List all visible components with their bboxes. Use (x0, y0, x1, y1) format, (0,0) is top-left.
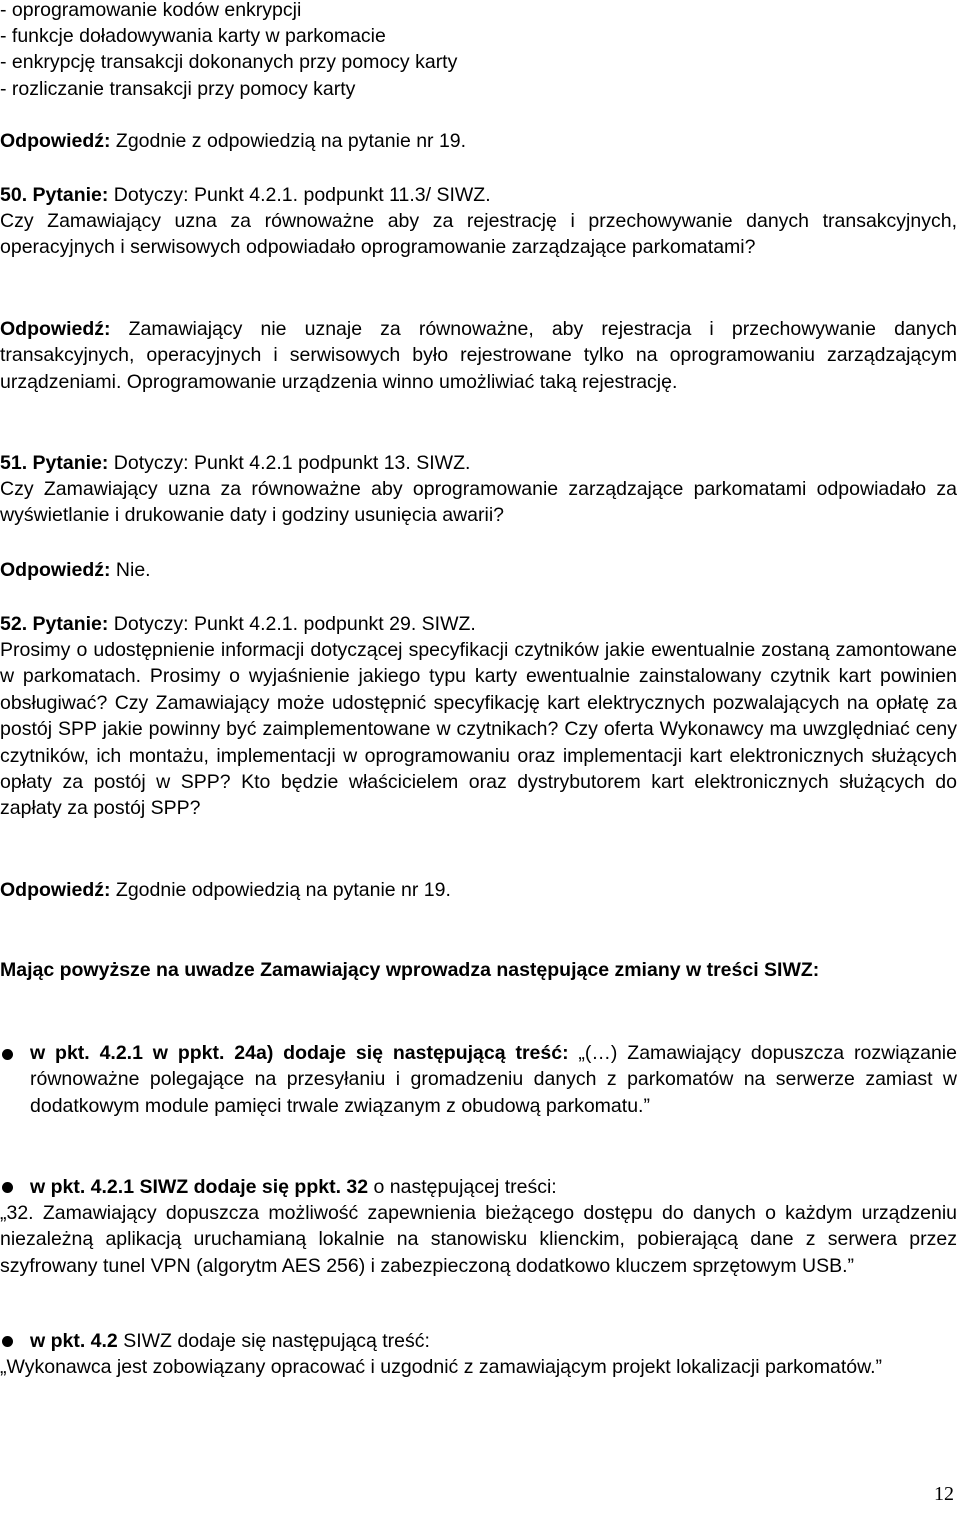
change-item-3-body: „Wykonawca jest zobowiązany opracować i uzgodnić z zamawiającym projekt lokalizacji parkomatów.” (0, 1356, 883, 1378)
change-item-1: w pkt. 4.2.1 w ppkt. 24a) dodaje się następującą treść: „(…) Zamawiający dopuszcza rozwiązanie równoważne polegające na przesyłaniu i gromadzeniu danych z parkomatów na serwerze zamiast w dodatkowym module pamięci trwale związanym z obudową parkomatu.” (30, 1042, 957, 1117)
change-item-3: w pkt. 4.2 SIWZ dodaje się następującą treść: (30, 1330, 430, 1352)
bullet-icon (2, 1182, 13, 1193)
answer-50: Odpowiedź: Zamawiający nie uznaje za równoważne, aby rejestracja i przechowywanie danych transakcyjnych, operacyjnych i serwisowych było rejestrowane tylko na oprogramowaniu zarządzającym urządzeniami. Oprogramowanie urządzenia winno umożliwiać taką rejestrację. (0, 318, 957, 393)
answer-label: Odpowiedź: (0, 130, 111, 152)
question-label: Pytanie: (32, 452, 109, 474)
question-52-heading: 52. Pytanie: Dotyczy: Punkt 4.2.1. podpunkt 29. SIWZ. (0, 613, 476, 635)
question-51-heading: 51. Pytanie: Dotyczy: Punkt 4.2.1 podpunkt 13. SIWZ. (0, 452, 471, 474)
answer-label: Odpowiedź: (0, 879, 111, 901)
question-label: Pytanie: (32, 184, 109, 206)
answer-49: Odpowiedź: Zgodnie z odpowiedzią na pytanie nr 19. (0, 130, 467, 152)
question-52-text: Prosimy o udostępnienie informacji dotyczącej specyfikacji czytników jakie ewentualnie zostaną zamontowane w parkomatach. Prosimy o wyjaśnienie jakiego typu karty ewentualnie zainstalowany czytnik kart powinien obsługiwać? Czy Zamawiający może udostępnić specyfikację kart elektrycznych pozwalających na opłatę za postój SPP jakie powinny być zaimplementowane w czytnikach? Czy oferta Wykonawcy ma uwzględniać ceny czytników, ich montażu, implementacji w oprogramowaniu oraz implementacji kart elektronicznych służących opłaty za postój w SPP? Kto będzie właścicielem oraz dystrybutorem kart elektronicznych służących do zapłaty za postój SPP? (0, 639, 957, 820)
question-label: Pytanie: (32, 613, 109, 635)
bullet-icon (2, 1336, 13, 1347)
list-item: - funkcje doładowywania karty w parkomacie (0, 25, 386, 47)
answer-51: Odpowiedź: Nie. (0, 559, 151, 581)
list-item: - rozliczanie transakcji przy pomocy karty (0, 78, 356, 100)
change-item-2: w pkt. 4.2.1 SIWZ dodaje się ppkt. 32 o następującej treści: (30, 1176, 557, 1198)
list-item: - enkrypcję transakcji dokonanych przy pomocy karty (0, 51, 458, 73)
question-50-text: Czy Zamawiający uzna za równoważne aby za rejestrację i przechowywanie danych transakcyjnych, operacyjnych i serwisowych odpowiadało oprogramowanie zarządzające parkomatami? (0, 210, 957, 259)
page-number: 12 (934, 1483, 954, 1505)
answer-label: Odpowiedź: (0, 559, 111, 581)
change-item-2-body: „32. Zamawiający dopuszcza możliwość zapewnienia bieżącego dostępu do danych o każdym urządzeniu niezależną aplikacją uruchamianą lokalnie na stanowisku klienckim, pobierającą dane z serwera przez szyfrowany tunel VPN (algorytm AES 256) i zabezpieczoną dodatkowo kluczem sprzętowym USB.” (0, 1202, 957, 1277)
list-item: - oprogramowanie kodów enkrypcji (0, 0, 302, 21)
changes-heading: Mając powyższe na uwadze Zamawiający wprowadza następujące zmiany w treści SIWZ: (0, 959, 820, 981)
answer-label: Odpowiedź: (0, 318, 111, 340)
question-50-heading: 50. Pytanie: Dotyczy: Punkt 4.2.1. podpunkt 11.3/ SIWZ. (0, 184, 491, 206)
bullet-icon (2, 1049, 13, 1060)
question-51-text: Czy Zamawiający uzna za równoważne aby oprogramowanie zarządzające parkomatami odpowiadało za wyświetlanie i drukowanie daty i godziny usunięcia awarii? (0, 478, 957, 527)
answer-52: Odpowiedź: Zgodnie odpowiedzią na pytanie nr 19. (0, 879, 451, 901)
